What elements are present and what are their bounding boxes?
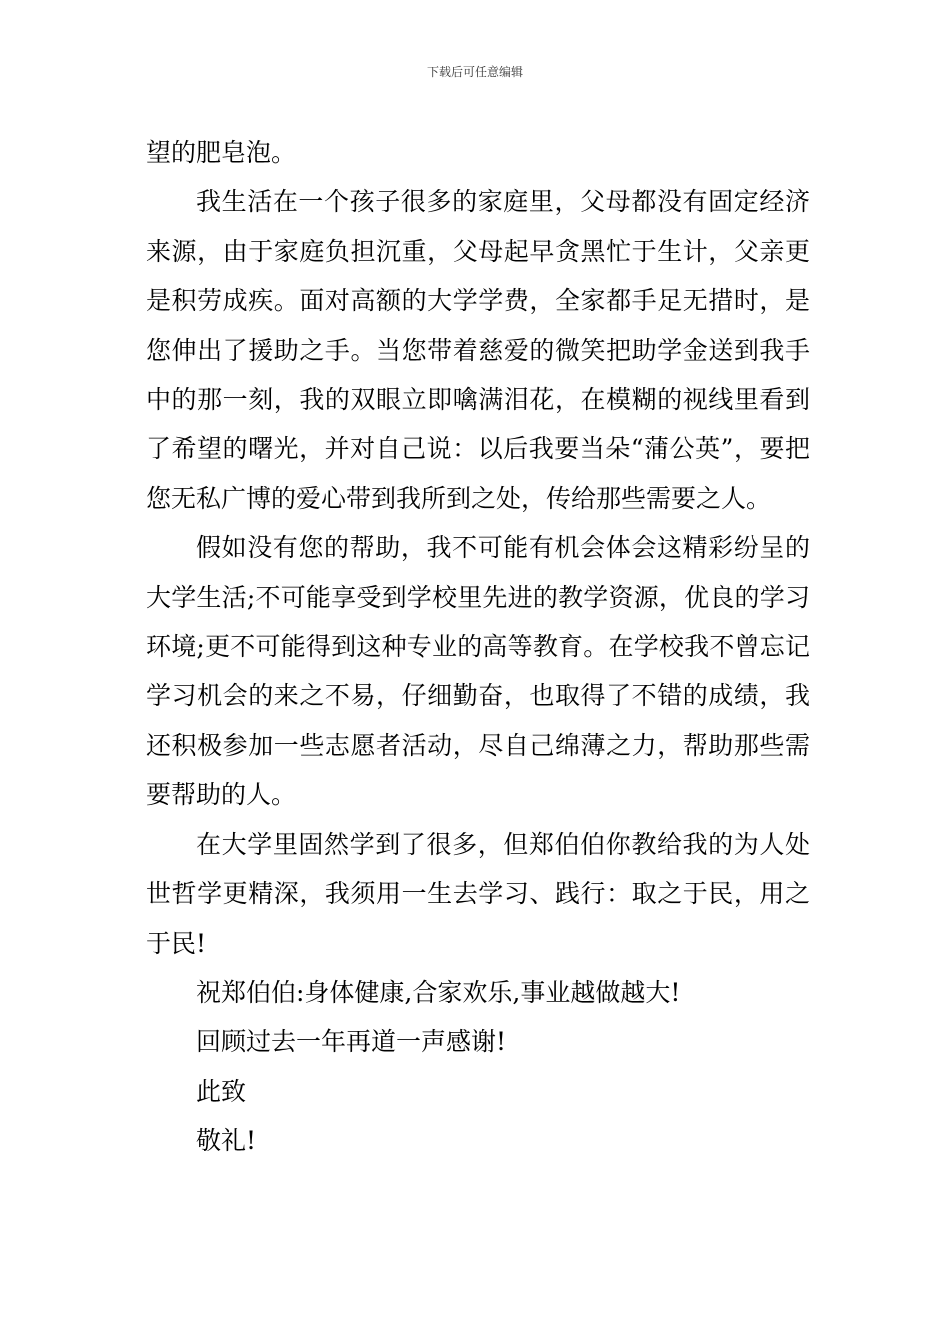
paragraph-family-background: 我生活在一个孩子很多的家庭里，父母都没有固定经济来源，由于家庭负担沉重，父母起早贪黑忙于生计，父亲更是积劳成疾。面对高额的大学学费，全家都手足无措时，是您伸出了援助之手。当您带着慈爱的微笑把助学金送到我手中的那一刻，我的双眼立即噙满泪花，在模糊的视线里看到了希望的曙光，并对自己说：以后我要当朵“蒲公英”，要把您无私广博的爱心带到我所到之处，传给那些需要之人。 [146, 187, 810, 513]
letter-body [146, 128, 810, 1166]
closing-wish: 祝郑伯伯:身体健康,合家欢乐,事业越做越大! [196, 977, 681, 1007]
paragraph-continuation: 望的肥皂泡。 [146, 138, 297, 167]
closing-salutation: 此致 [196, 1076, 247, 1106]
paragraph-college-life: 假如没有您的帮助，我不可能有机会体会这精彩纷呈的大学生活;不可能享受到学校里先进的教学资源，优良的学习环境;更不可能得到这种专业的高等教育。在学校我不曾忘记学习机会的来之不易，仔细勤奋，也取得了不错的成绩，我还积极参加一些志愿者活动，尽自己绵薄之力，帮助那些需要帮助的人。 [146, 533, 810, 810]
closing-thanks: 回顾过去一年再道一声感谢! [196, 1027, 507, 1057]
page-header-note: 下载后可任意编辑 [426, 65, 523, 79]
paragraph-philosophy: 在大学里固然学到了很多，但郑伯伯你教给我的为人处世哲学更精深，我须用一生去学习、践行：取之于民，用之于民! [146, 829, 810, 958]
closing-regards: 敬礼! [196, 1126, 257, 1156]
